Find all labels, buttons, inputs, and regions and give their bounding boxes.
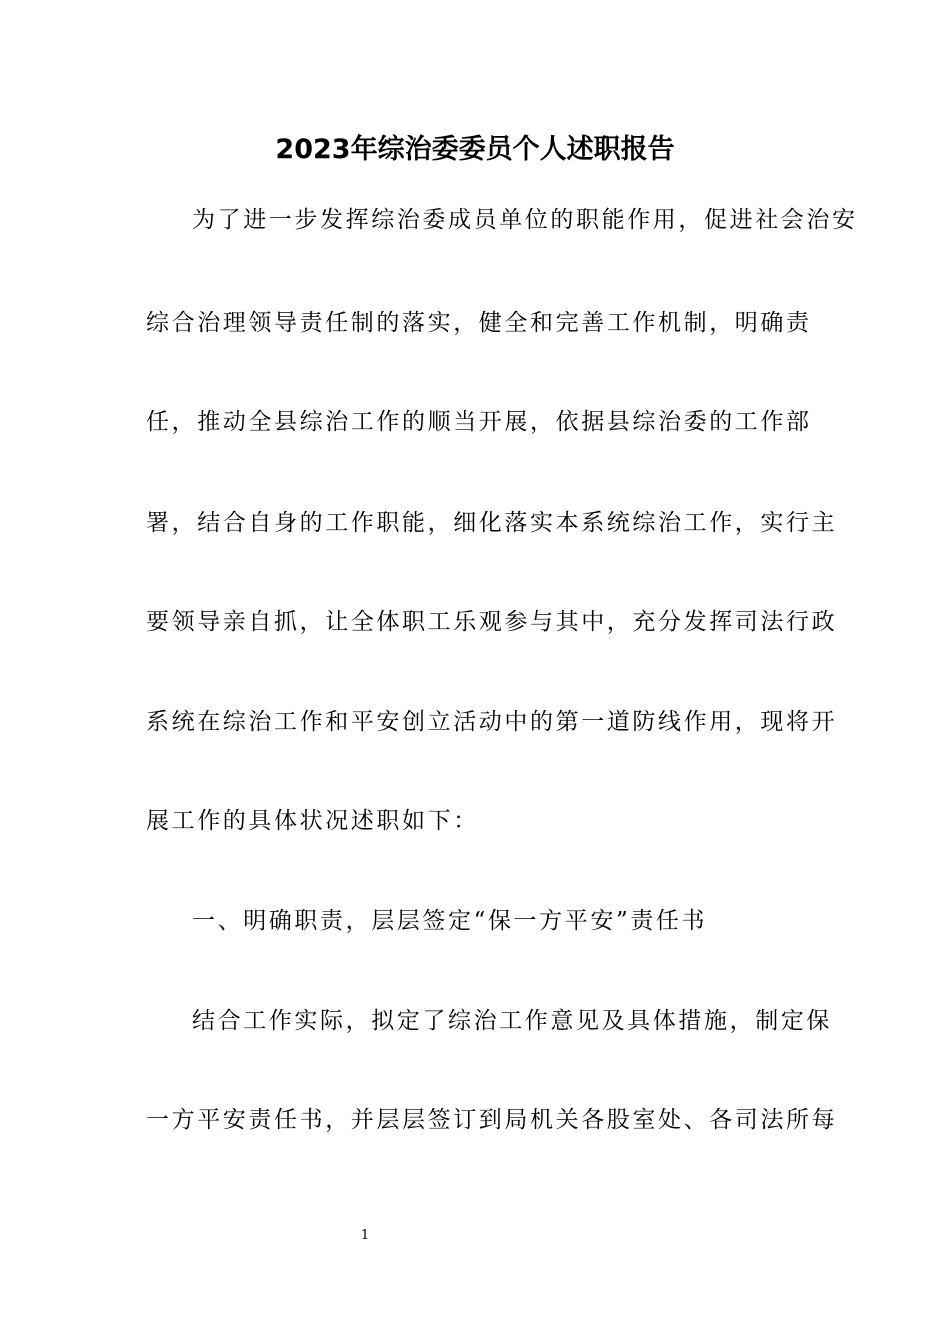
paragraph-line: 系统在综治工作和平安创立活动中的第一道防线作用，现将开 [146,709,838,735]
paragraph-line: 综合治理领导责任制的落实，健全和完善工作机制，明确责 [146,310,812,336]
paragraph-line: 任，推动全县综治工作的顺当开展，依据县综治委的工作部 [146,409,812,435]
paragraph-line: 一方平安责任书，并层层签订到局机关各股室处、各司法所每 [146,1107,838,1133]
page-number: 1 [360,1228,370,1243]
document-title: 2023年综治委委员个人述职报告 [275,134,675,165]
paragraph-line: 展工作的具体状况述职如下： [146,808,479,834]
paragraph-line: 要领导亲自抓，让全体职工乐观参与其中，充分发挥司法行政 [146,609,838,635]
paragraph-line: 署，结合自身的工作职能，细化落实本系统综治工作，实行主 [146,510,838,536]
paragraph-line: 为了进一步发挥综治委成员单位的职能作用，促进社会治安 [192,207,858,233]
paragraph-line: 结合工作实际，拟定了综治工作意见及具体措施，制定保 [192,1008,832,1034]
section-heading: 一、明确职责，层层签定“保一方平安”责任书 [192,908,708,934]
